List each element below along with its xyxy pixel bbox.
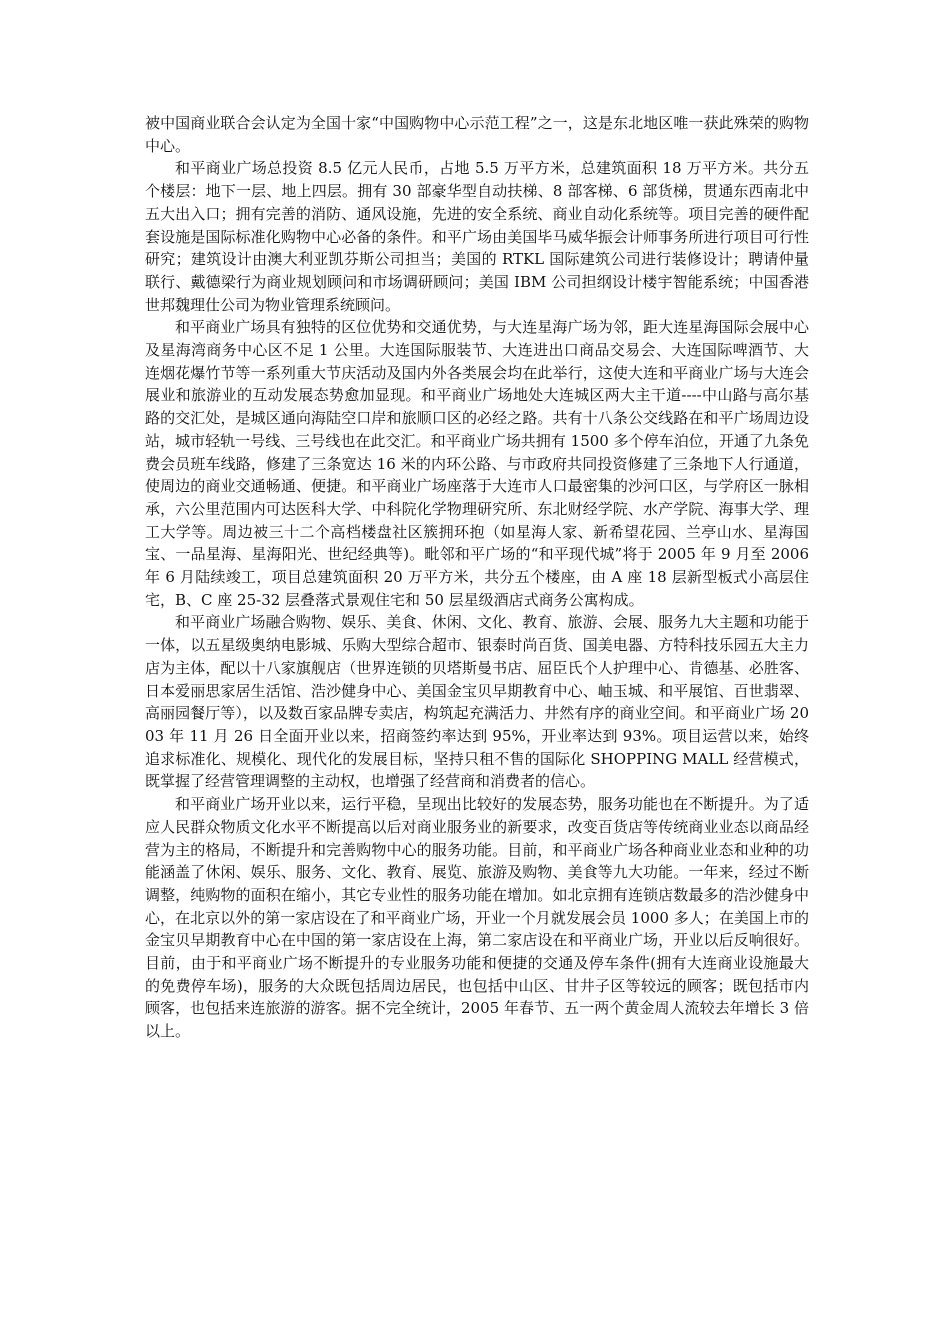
- paragraph-location: 和平商业广场具有独特的区位优势和交通优势，与大连星海广场为邻，距大连星海国际会展中心及星海湾商务中心区不足 1 公里。大连国际服装节、大连进出口商品交易会、大连国际啤酒节、大连烟花爆竹节等一系列重大节庆活动及国内外各类展会均在此举行，这使大连和平商业广场与大连会展业和旅游业的互动发展态势愈加显现。和平商业广场地处大连城区两大主干道----中山路与高尔基路的交汇处，是城区通向海陆空口岸和旅顺口区的必经之路。共有十八条公交线路在和平广场周边设站，城市轻轨一号线、三号线也在此交汇。和平商业广场共拥有 1500 多个停车泊位，开通了九条免费会员班车线路，修建了三条宽达 16 米的内环公路、与市政府共同投资修建了三条地下人行通道，使周边的商业交通畅通、便捷。和平商业广场座落于大连市人口最密集的沙河口区，与学府区一脉相承，六公里范围内可达医科大学、中科院化学物理研究所、东北财经学院、水产学院、海事大学、理工大学等。周边被三十二个高档楼盘社区簇拥环抱（如星海人家、新希望花园、兰亭山水、星海国宝、一品星海、星海阳光、世纪经典等)。毗邻和平广场的“和平现代城”将于 2005 年 9 月至 2006 年 6 月陆续竣工，项目总建筑面积 20 万平方米，共分五个楼座，由 A 座 18 层新型板式小高层住宅，B、C 座 25-32 层叠落式景观住宅和 50 层星级酒店式商务公寓构成。: [145, 318, 809, 609]
- paragraph-continuation: 被中国商业联合会认定为全国十家“中国购物中心示范工程”之一，这是东北地区唯一获此殊荣的购物中心。: [145, 114, 809, 155]
- document-body: [145, 112, 809, 1043]
- paragraph-functions: 和平商业广场融合购物、娱乐、美食、休闲、文化、教育、旅游、会展、服务九大主题和功能于一体，以五星级奥纳电影城、乐购大型综合超市、银泰时尚百货、国美电器、方特科技乐园五大主力店为主体，配以十八家旗舰店（世界连锁的贝塔斯曼书店、屈臣氏个人护理中心、肯德基、必胜客、日本爱丽思家居生活馆、浩沙健身中心、美国金宝贝早期教育中心、岫玉城、和平展馆、百世翡翠、高丽园餐厅等），以及数百家品牌专卖店，构筑起充满活力、井然有序的商业空间。和平商业广场 2003 年 11 月 26 日全面开业以来，招商签约率达到 95%，开业率达到 93%。项目运营以来，始终追求标准化、规模化、现代化的发展目标，坚持只租不售的国际化 SHOPPING MALL 经营模式，既掌握了经营管理调整的主动权，也增强了经营商和消费者的信心。: [145, 613, 809, 791]
- paragraph-investment: 和平商业广场总投资 8.5 亿元人民币，占地 5.5 万平方米，总建筑面积 18 万平方米。共分五个楼层：地下一层、地上四层。拥有 30 部豪华型自动扶梯、8 部客梯、6 部货梯，贯通东西南北中五大出入口；拥有完善的消防、通风设施，先进的安全系统、商业自动化系统等。项目完善的硬件配套设施是国际标准化购物中心必备的条件。和平广场由美国毕马威华振会计师事务所进行项目可行性研究；建筑设计由澳大利亚凯芬斯公司担当；美国的 RTKL 国际建筑公司进行装修设计；聘请仲量联行、戴德梁行为商业规划顾问和市场调研顾问；美国 IBM 公司担纲设计楼宇智能系统；中国香港世邦魏理仕公司为物业管理系统顾问。: [145, 159, 809, 314]
- paragraph-development: 和平商业广场开业以来，运行平稳，呈现出比较好的发展态势，服务功能也在不断提升。为了适应人民群众物质文化水平不断提高以后对商业服务业的新要求，改变百货店等传统商业业态以商品经营为主的格局，不断提升和完善购物中心的服务功能。目前，和平商业广场各种商业业态和业种的功能涵盖了休闲、娱乐、服务、文化、教育、展览、旅游及购物、美食等九大功能。一年来，经过不断调整，纯购物的面积在缩小，其它专业性的服务功能在增加。如北京拥有连锁店数最多的浩沙健身中心，在北京以外的第一家店设在了和平商业广场，开业一个月就发展会员 1000 多人；在美国上市的金宝贝早期教育中心在中国的第一家店设在上海，第二家店设在和平商业广场，开业以后反响很好。目前，由于和平商业广场不断提升的专业服务功能和便捷的交通及停车条件(拥有大连商业设施最大的免费停车场)，服务的大众既包括周边居民，也包括中山区、甘井子区等较远的顾客；既包括市内顾客，也包括来连旅游的游客。据不完全统计，2005 年春节、五一两个黄金周人流较去年增长 3 倍以上。: [145, 795, 809, 1041]
